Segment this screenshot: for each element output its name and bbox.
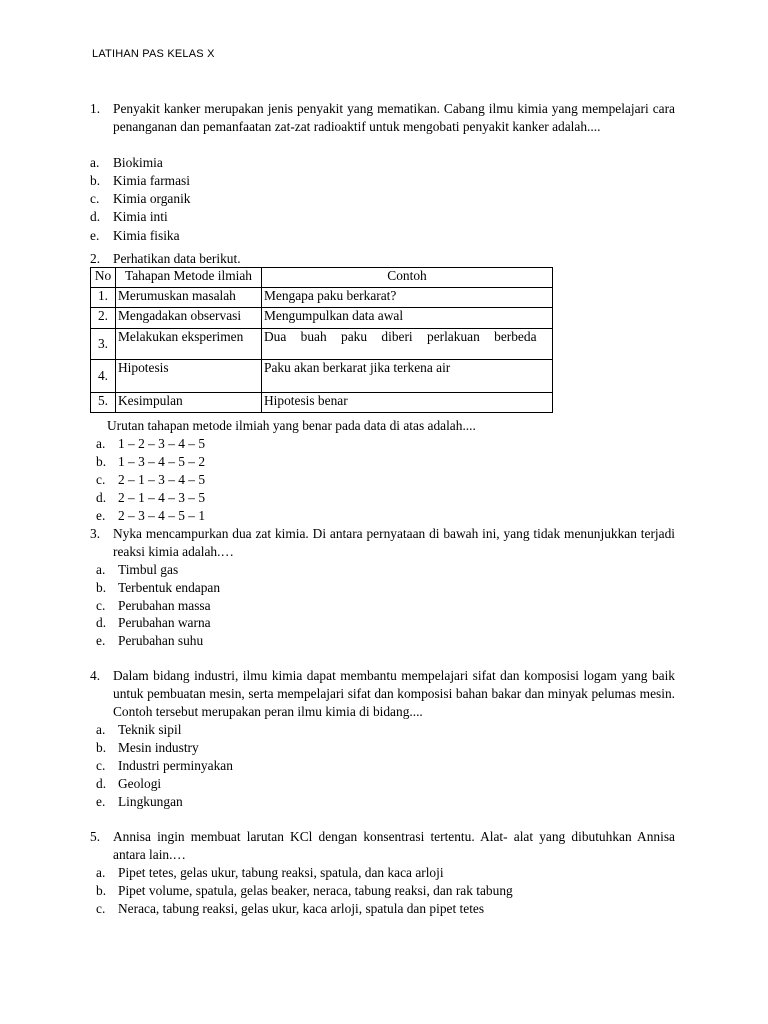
question-text: Urutan tahapan metode ilmiah yang benar pada data di atas adalah....: [107, 418, 476, 433]
table-cell-example-text: Dua buah paku diberi perlakuan berbeda: [264, 329, 537, 344]
option-letter: a.: [90, 155, 100, 170]
option-letter: a.: [96, 562, 106, 577]
option-letter: d.: [96, 490, 107, 505]
option-text: Terbentuk endapan: [118, 580, 221, 595]
question-number: 4.: [90, 668, 101, 683]
question-number: 3.: [90, 526, 101, 541]
option-letter: b.: [90, 173, 101, 188]
table-header: No: [91, 268, 116, 288]
option-letter: c.: [90, 191, 100, 206]
table-cell-example: [262, 329, 553, 360]
option-text: 2 – 1 – 4 – 3 – 5: [118, 490, 206, 505]
page-title: LATIHAN PAS KELAS X: [92, 48, 215, 60]
option-text: Geologi: [118, 776, 162, 791]
table-cell-example: Paku akan berkarat jika terkena air: [262, 360, 553, 393]
option-text: Kimia farmasi: [113, 173, 190, 188]
table-cell-stage: Kesimpulan: [116, 393, 262, 413]
option-letter: d.: [96, 776, 107, 791]
option-letter: c.: [96, 472, 106, 487]
table-cell-example: Mengapa paku berkarat?: [262, 288, 553, 308]
option-text: Perubahan suhu: [118, 633, 204, 648]
option-text: Neraca, tabung reaksi, gelas ukur, kaca arloji, spatula dan pipet tetes: [118, 901, 485, 916]
option-letter: c.: [96, 901, 106, 916]
table-row: [91, 308, 553, 329]
table-cell-example: Hipotesis benar: [262, 393, 553, 413]
option-text: Timbul gas: [118, 562, 179, 577]
table-row: [91, 360, 553, 393]
data-table: [90, 267, 553, 413]
option-letter: a.: [96, 722, 106, 737]
option-text: Perubahan warna: [118, 615, 211, 630]
option-text: Perubahan massa: [118, 598, 211, 613]
table-row: [91, 288, 553, 308]
option-text: Kimia inti: [113, 209, 168, 224]
question-number: 1.: [90, 101, 101, 116]
option-text: Mesin industry: [118, 740, 199, 755]
option-letter: e.: [96, 508, 106, 523]
question-text: Dalam bidang industri, ilmu kimia dapat membantu mempelajari sifat dan komposisi logam yang baik untuk pembuatan mesin, serta mempelajari sifat dan komposisi bahan bakar dan minyak pelumas mesin. Contoh tersebut merupakan peran ilmu kimia di bidang....: [113, 668, 675, 719]
option-letter: c.: [96, 758, 106, 773]
table-cell-no: 3.: [91, 329, 116, 360]
question-text: Nyka mencampurkan dua zat kimia. Di antara pernyataan di bawah ini, yang tidak menunjukkan terjadi reaksi kimia adalah.…: [113, 526, 675, 559]
option-letter: d.: [90, 209, 101, 224]
option-letter: c.: [96, 598, 106, 613]
question-number: 2.: [90, 251, 101, 266]
option-letter: a.: [96, 436, 106, 451]
table-row: [91, 393, 553, 413]
table-cell-no: 5.: [91, 393, 116, 413]
table-cell-no: 2.: [91, 308, 116, 329]
table-cell-stage: Merumuskan masalah: [116, 288, 262, 308]
option-text: Kimia organik: [113, 191, 191, 206]
question-text: Annisa ingin membuat larutan KCl dengan konsentrasi tertentu. Alat- alat yang dibutuhkan Annisa antara lain.…: [113, 829, 675, 862]
option-text: 1 – 3 – 4 – 5 – 2: [118, 454, 206, 469]
table-cell-stage: Mengadakan observasi: [116, 308, 262, 329]
table-cell-example: Mengumpulkan data awal: [262, 308, 553, 329]
option-letter: b.: [96, 883, 107, 898]
option-letter: e.: [96, 633, 106, 648]
option-text: Pipet volume, spatula, gelas beaker, neraca, tabung reaksi, dan rak tabung: [118, 883, 513, 898]
table-cell-stage: Hipotesis: [116, 360, 262, 393]
option-letter: b.: [96, 454, 107, 469]
table-cell-stage: Melakukan eksperimen: [116, 329, 262, 360]
table-header: Tahapan Metode ilmiah: [116, 268, 262, 288]
option-text: Pipet tetes, gelas ukur, tabung reaksi, spatula, dan kaca arloji: [118, 865, 444, 880]
table-header: Contoh: [262, 268, 553, 288]
option-letter: e.: [90, 228, 100, 243]
option-text: Biokimia: [113, 155, 163, 170]
question-text: Penyakit kanker merupakan jenis penyakit yang mematikan. Cabang ilmu kimia yang mempelajari cara penanganan dan pemanfaatan zat-zat radioaktif untuk mengobati penyakit kanker adalah....: [113, 101, 675, 134]
question-text: Perhatikan data berikut.: [113, 251, 241, 266]
option-text: 1 – 2 – 3 – 4 – 5: [118, 436, 206, 451]
table-row: [91, 329, 553, 360]
option-letter: d.: [96, 615, 107, 630]
option-text: Kimia fisika: [113, 228, 180, 243]
option-text: Lingkungan: [118, 794, 183, 809]
option-text: 2 – 1 – 3 – 4 – 5: [118, 472, 206, 487]
question-number: 5.: [90, 829, 101, 844]
option-letter: a.: [96, 865, 106, 880]
table-header-row: [91, 268, 553, 288]
option-text: 2 – 3 – 4 – 5 – 1: [118, 508, 206, 523]
option-letter: b.: [96, 580, 107, 595]
option-letter: b.: [96, 740, 107, 755]
option-letter: e.: [96, 794, 106, 809]
option-text: Teknik sipil: [118, 722, 182, 737]
option-text: Industri perminyakan: [118, 758, 233, 773]
table-cell-no: 1.: [91, 288, 116, 308]
table-cell-no: 4.: [91, 360, 116, 393]
